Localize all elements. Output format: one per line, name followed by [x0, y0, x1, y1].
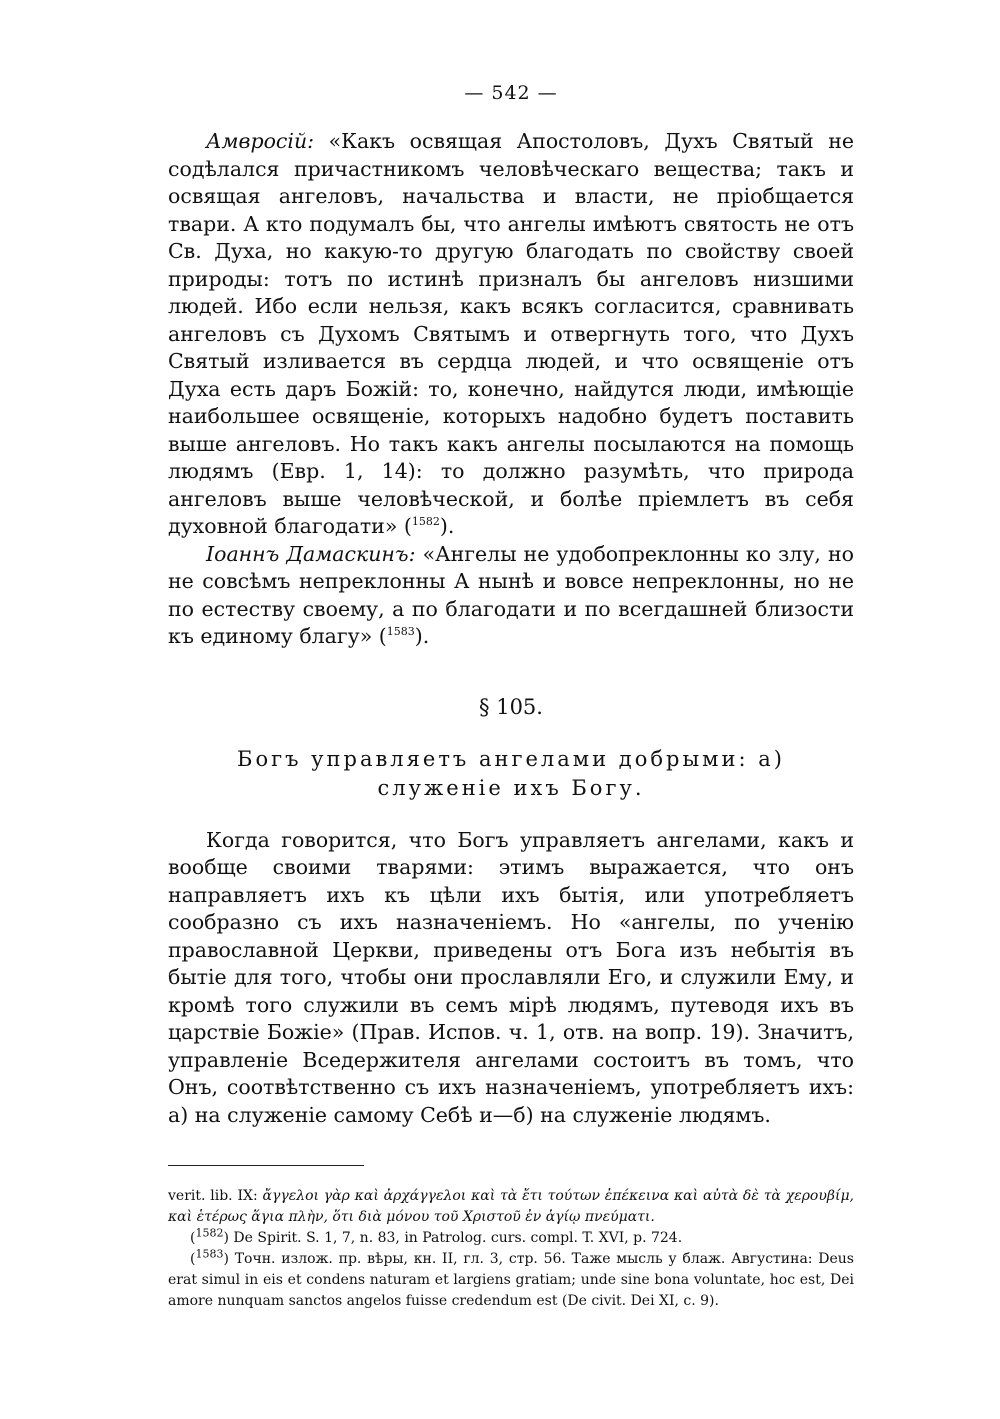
footnote-num: 1582 — [195, 1226, 224, 1240]
footnote-text: De Spirit. S. 1, 7, n. 83, in Patrolog. curs. compl. T. XVI, p. 724. — [233, 1230, 683, 1246]
quote-tail: ). — [414, 624, 430, 648]
quote-text: «Ангелы не удобопреклонны ко злу, но не совсѣмъ непреклонны А нынѣ и вовсе непреклонны, но не по естеству своему, а по благодати и по всегдашней близости къ единому благу» ( — [168, 541, 854, 648]
quote-text: «Какъ освящая Апостоловъ, Духъ Святый не содѣлался причастникомъ человѣческаго вещества; такъ и освящая ангеловъ, начальства и власти, не пріобщается твари. А кто подумалъ бы, что ангелы имѣютъ святость не отъ Св. Духа, но какую-то другую благодать по свойству своей природы: тотъ по истинѣ призналъ бы ангеловъ низшими людей. Ибо если нельзя, какъ всякъ согласится, сравнивать ангеловъ съ Духомъ Святымъ и отвергнуть того, что Духъ Святый изливается въ сердца людей, и что освященіе отъ Духа есть даръ Божій: то, конечно, найдутся люди, имѣющіе наибольшее освященіе, которыхъ надобно будетъ поставить выше ангеловъ. Но такъ какъ ангелы посылаются на помощь людямъ (Евр. 1, 14): то должно разумѣть, что природа ангеловъ выше человѣческой, и болѣе пріемлетъ въ себя духовной благодати» ( — [168, 129, 854, 538]
quote-ambrose — [168, 128, 854, 541]
footnote-ref: 1582 — [411, 515, 440, 529]
footnote-text: Точн. излож. пр. вѣры, кн. II, гл. 3, стр. 56. Таже мысль у блаж. Августина: Deus erat simul in eis et condens naturam et largiens gratiam; unde sine bona voluntate, hoc est, Dei amore nunquam sanctos angelos fuisse credendum est (De civit. Dei XI, c. 9). — [168, 1251, 854, 1309]
quote-tail: ). — [439, 514, 455, 538]
section-number: § 105. — [479, 694, 543, 719]
footnote-num: 1583 — [195, 1247, 224, 1261]
page-number: — 542 — — [464, 82, 558, 104]
footnote-ref: 1583 — [386, 625, 415, 639]
footnote-greek: ἄγγελοι γὰρ καὶ ἀρχάγγελοι καὶ τὰ ἔτι τούτων ἐπέκεινα καὶ αὐτὰ δὲ τὰ χερουβίμ, καὶ ἑτέρως ἅγια πλὴν, ὅτι διὰ μόνου τοῦ Χριστοῦ ἐν ἁγίῳ πνεύματι. — [168, 1188, 855, 1225]
footnote-lead: verit. lib. IX: — [168, 1188, 258, 1204]
document-page — [168, 82, 854, 1312]
footnote-1583: ($^{1583}$) Точн. излож. пр. вѣры, кн. II, гл. 3, стр. 56. Таже мысль у блаж. Августина: Deus erat simul in eis et condens naturam et largiens gratiam; unde sine bona voluntate, hoc est, Dei amore nunquam sanctos angelos fuisse credendum est (De civit. Dei XI, c. 9). — [168, 1247, 854, 1309]
section-title: Богъ управляетъ ангелами добрыми: а) служеніе ихъ Богу. — [237, 746, 785, 800]
body-paragraph: Когда говорится, что Богъ управляетъ ангелами, какъ и вообще своими тварями: этимъ выражается, что онъ направляетъ ихъ къ цѣли ихъ бытія, или употребляетъ сообразно съ ихъ назначеніемъ. Но «ангелы, по ученію православной Церкви, приведены отъ Бога изъ небытія въ бытіе для того, чтобы они прославляли Его, и служили Ему, и кромѣ того служили въ семъ мірѣ людямъ, путеводя ихъ въ царствіе Божіе» (Прав. Испов. ч. 1, отв. на вопр. 19). Значитъ, управленіе Вседержителя ангелами состоитъ въ томъ, что Онъ, соотвѣтственно съ ихъ назначеніемъ, употребляетъ ихъ: а) на служеніе самому Себѣ и—б) на служеніе людямъ. — [168, 827, 854, 1127]
footnote-continuation — [168, 1186, 854, 1228]
quote-author: Іоаннъ Дамаскинъ: — [206, 541, 416, 566]
footnote-1582: ($^{1582}$) De Spirit. S. 1, 7, n. 83, in Patrolog. curs. compl. T. XVI, p. 724. — [190, 1226, 683, 1246]
quote-author: Амвросій: — [206, 129, 315, 153]
footnote-divider — [168, 1165, 364, 1166]
quote-damascene — [168, 541, 854, 651]
